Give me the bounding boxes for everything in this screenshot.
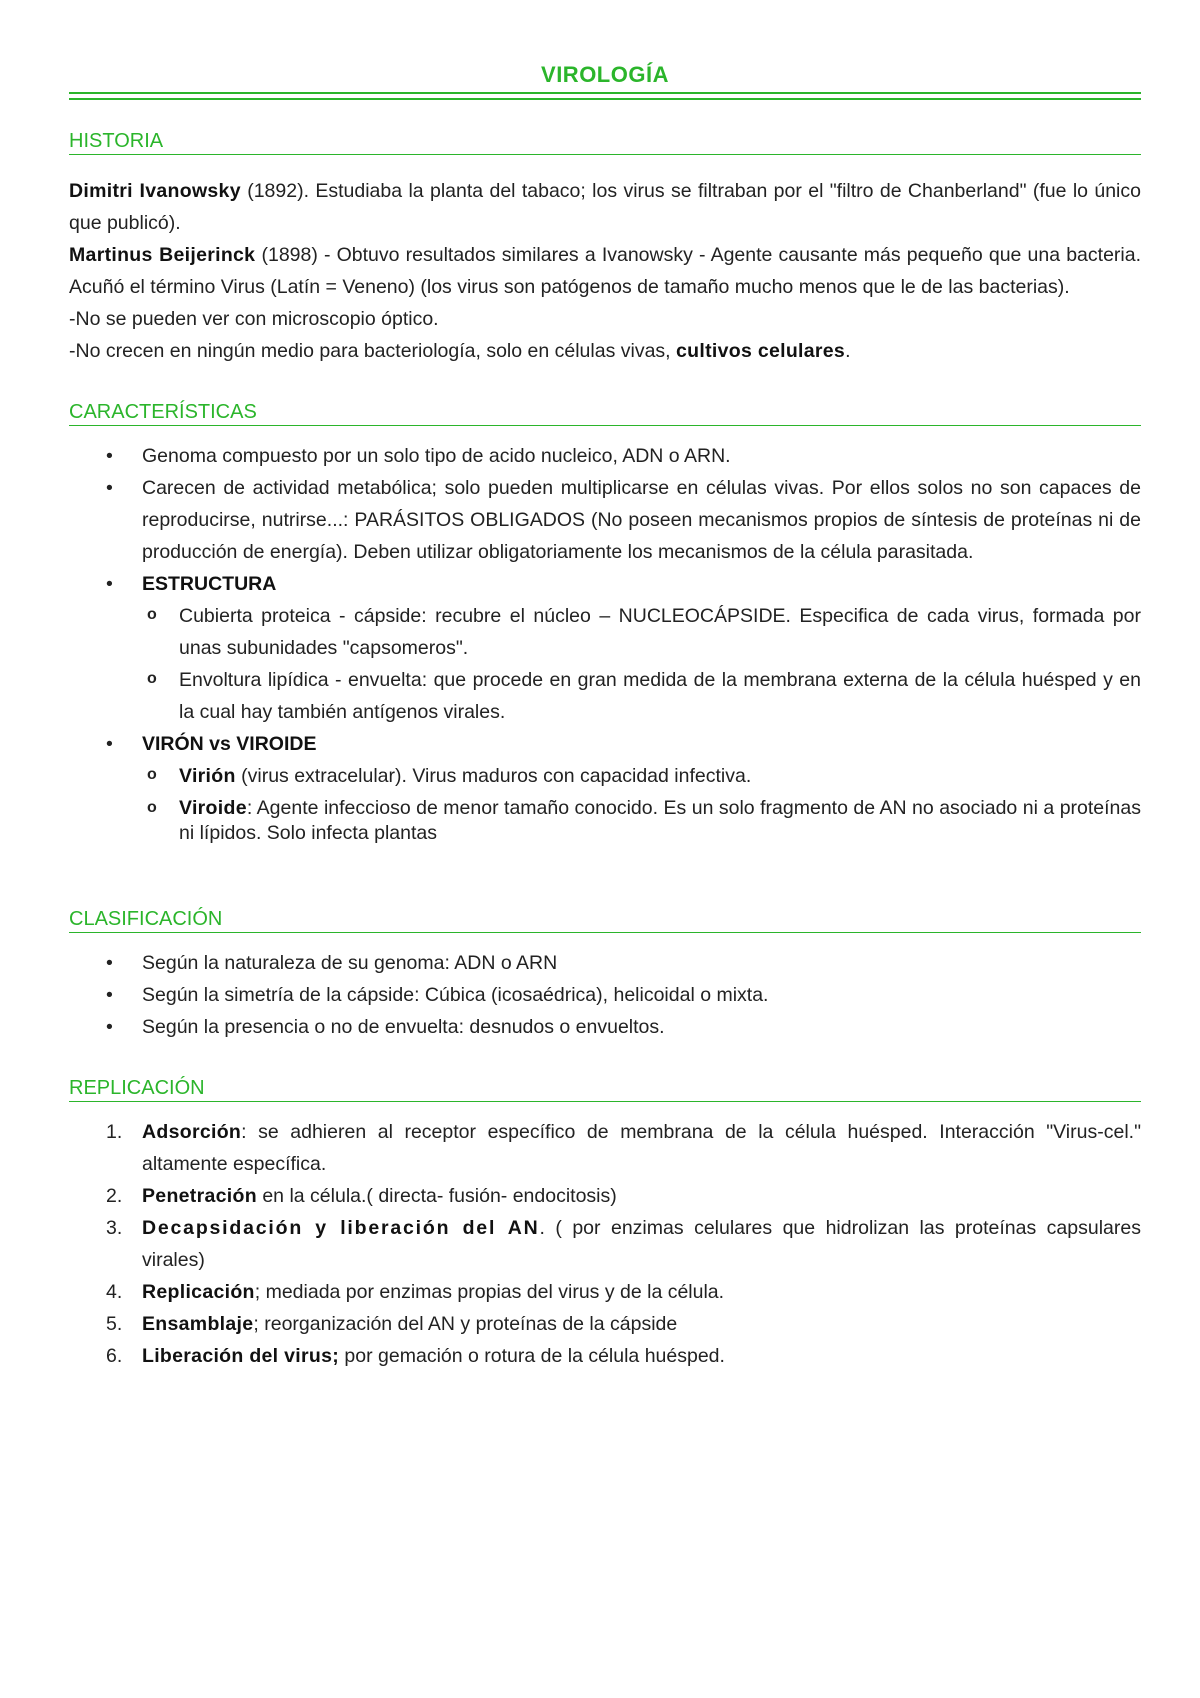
step-number: 1.: [106, 1121, 123, 1143]
step-text: ; mediada por enzimas propias del virus y de la célula.: [254, 1281, 725, 1303]
step-name: Adsorción: [142, 1121, 242, 1143]
step-name: Ensamblaje: [142, 1313, 254, 1335]
viroide-name: Viroide: [179, 797, 247, 819]
text-beijerinck: (1898) - Obtuvo resultados similares a Ivanowsky - Agente causante más pequeño que una bacteria. Acuñó el término Virus (Latín = Veneno) (los virus son patógenos de tamaño mucho menos que le de las bacterias).: [69, 244, 1142, 298]
viroide-text: : Agente infeccioso de menor tamaño conocido. Es un solo fragmento de AN no asociado ni a proteínas ni lípidos. Solo infecta plantas: [179, 797, 1141, 844]
list-item: [69, 1180, 1141, 1212]
step-text: : se adhieren al receptor específico de membrana de la célula huésped. Interacción "Virus-cel." altamente específica.: [142, 1121, 1141, 1175]
section-replicacion: [69, 1077, 1141, 1372]
list-item: [69, 1116, 1141, 1180]
bullet-icon: •: [106, 733, 113, 755]
step-name: Decapsidación y liberación del AN: [142, 1217, 540, 1239]
step-text: ; reorganización del AN y proteínas de la cápside: [253, 1313, 678, 1335]
list-item: [69, 472, 1141, 568]
circle-bullet-icon: o: [147, 670, 157, 687]
list-item: [69, 440, 1141, 472]
clasificacion-list: [69, 947, 1141, 1043]
item-metabolica: Carecen de actividad metabólica; solo pueden multiplicarse en células vivas. Por ellos solos no son capaces de reproducirse, nutrirse...: PARÁSITOS OBLIGADOS (No poseen mecanismos propios de síntesis de proteínas ni de producción de energía). Deben utilizar obligatoriamente los mecanismos de la célula parasitada.: [142, 477, 1141, 563]
bullet-icon: •: [106, 445, 113, 467]
item-simetria: Según la simetría de la cápside: Cúbica (icosaédrica), helicoidal o mixta.: [142, 984, 769, 1006]
list-item: [69, 1308, 1141, 1340]
section-heading-replicacion: REPLICACIÓN: [69, 1077, 1141, 1102]
step-number: 2.: [106, 1185, 123, 1207]
step-text: en la célula.( directa- fusión- endocitosis): [256, 1185, 617, 1207]
virion-name: Virión: [179, 765, 236, 787]
step-name: Penetración: [142, 1185, 257, 1207]
title-double-rule: [69, 92, 1141, 100]
section-heading-caracteristicas: CARACTERÍSTICAS: [69, 401, 1141, 426]
text-ivanowsky: (1892). Estudiaba la planta del tabaco; los virus se filtraban por el "filtro de Chanberland" (fue lo único que publicó).: [69, 180, 1141, 234]
step-text: . ( por enzimas celulares que hidrolizan las proteínas capsulares virales): [142, 1217, 1141, 1271]
bullet-icon: •: [106, 984, 113, 1006]
list-item: [69, 1340, 1141, 1372]
section-clasificacion: [69, 908, 1141, 1043]
list-item: [69, 1276, 1141, 1308]
caracteristicas-list: [69, 440, 1141, 846]
document-title: VIROLOGÍA: [541, 62, 669, 87]
list-item: [69, 979, 1141, 1011]
item-envoltura: Envoltura lipídica - envuelta: que procede en gran medida de la membrana externa de la célula huésped y en la cual hay también antígenos virales.: [179, 669, 1141, 723]
section-heading-clasificacion: CLASIFICACIÓN: [69, 908, 1141, 933]
bullet-icon: •: [106, 573, 113, 595]
name-beijerinck: Martinus Beijerinck: [69, 244, 256, 266]
list-item: [69, 1011, 1141, 1043]
sub-list-item: [142, 600, 1141, 664]
step-number: 5.: [106, 1313, 123, 1335]
sub-list-item: [142, 760, 1141, 792]
step-name: Liberación del virus;: [142, 1345, 340, 1367]
virion-text: (virus extracelular). Virus maduros con capacidad infectiva.: [235, 765, 752, 787]
text-cultivos: -No crecen en ningún medio para bacteriología, solo en células vivas,: [69, 340, 677, 362]
list-item: [69, 568, 1141, 728]
replicacion-list: [69, 1116, 1141, 1372]
viron-sublist: [142, 760, 1141, 846]
step-number: 6.: [106, 1345, 123, 1367]
item-cubierta: Cubierta proteica - cápside: recubre el núcleo – NUCLEOCÁPSIDE. Especifica de cada virus, formada por unas subunidades "capsomeros".: [179, 605, 1141, 659]
step-number: 4.: [106, 1281, 123, 1303]
historia-line-microscopio: -No se pueden ver con microscopio óptico.: [69, 308, 439, 330]
bullet-icon: •: [106, 952, 113, 974]
list-item: [69, 1212, 1141, 1276]
historia-paragraph-beijerinck: [69, 239, 1141, 303]
section-historia: [69, 130, 1141, 367]
sub-list-item: [142, 664, 1141, 728]
bullet-icon: •: [106, 477, 113, 499]
text-cultivos-end: .: [845, 340, 851, 362]
circle-bullet-icon: o: [147, 606, 157, 623]
item-genoma: Genoma compuesto por un solo tipo de acido nucleico, ADN o ARN.: [142, 445, 731, 467]
estructura-sublist: [142, 600, 1141, 728]
circle-bullet-icon: o: [147, 766, 157, 783]
list-item: [69, 728, 1141, 846]
step-name: Replicación: [142, 1281, 255, 1303]
step-text: por gemación o rotura de la célula huésped.: [339, 1345, 725, 1367]
step-number: 3.: [106, 1217, 123, 1239]
item-genoma-naturaleza: Según la naturaleza de su genoma: ADN o ARN: [142, 952, 558, 974]
viron-label: VIRÓN vs VIROIDE: [142, 733, 317, 755]
item-envuelta: Según la presencia o no de envuelta: desnudos o envueltos.: [142, 1016, 665, 1038]
section-caracteristicas: [69, 401, 1141, 846]
name-ivanowsky: Dimitri Ivanowsky: [69, 180, 241, 202]
sub-list-item: [142, 796, 1141, 846]
historia-paragraph-ivanowsky: [69, 175, 1141, 239]
document-page: [69, 62, 1141, 1372]
circle-bullet-icon: o: [147, 799, 157, 816]
bold-cultivos: cultivos celulares: [676, 340, 846, 362]
section-heading-historia: HISTORIA: [69, 130, 1141, 155]
historia-body: [69, 175, 1141, 367]
list-item: [69, 947, 1141, 979]
estructura-label: ESTRUCTURA: [142, 573, 277, 595]
historia-line-cultivos: [69, 335, 1141, 367]
bullet-icon: •: [106, 1016, 113, 1038]
